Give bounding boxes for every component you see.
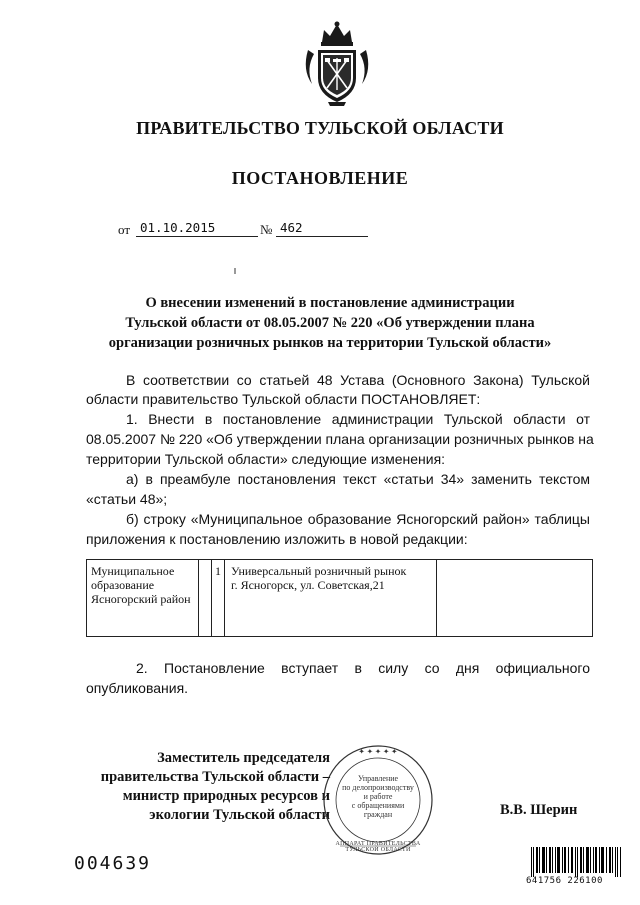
stamp-line-3: и работе [363, 792, 393, 801]
date-label: от [118, 222, 131, 237]
market-name: Универсальный розничный рынок [231, 564, 407, 578]
market-address: г. Ясногорск, ул. Советская,21 [231, 578, 385, 592]
body-line-11: опубликования. [86, 680, 189, 696]
date-number-row [118, 218, 378, 238]
table-cell-number: 1 [215, 564, 221, 578]
table-divider [211, 560, 212, 636]
position-line-3: министр природных ресурсов и [122, 788, 330, 804]
stamp-line-5: граждан [363, 810, 393, 819]
table-cell-municipality: Муниципальное образование Ясногорский район [87, 560, 199, 636]
barcode-number: 641756 226100 [526, 876, 603, 886]
body-line-6: а) в преамбуле постановления текст «статьи 34» заменить текстом [126, 471, 590, 487]
document-type: ПОСТАНОВЛЕНИЕ [231, 168, 409, 188]
body-line-5: территории Тульской области» следующие изменения: [86, 451, 446, 467]
stamp-line-1: Управление [357, 774, 399, 783]
body-line-8: б) строку «Муниципальное образование Ясногорский район» таблицы [126, 511, 590, 527]
body-line-2: области правительство Тульской области ПОСТАНОВЛЯЕТ: [86, 391, 481, 407]
scan-dot [234, 268, 236, 274]
subject-line-2: Тульской области от 08.05.2007 № 220 «Об утверждении плана [125, 315, 535, 331]
serial-number: 004639 [74, 853, 152, 874]
subject-line-1: О внесении изменений в постановление администрации [145, 295, 515, 311]
tula-coat-of-arms-emblem [300, 20, 374, 106]
signatory-name: В.В. Шерин [500, 802, 578, 818]
position-line-2: правительства Тульской области – [100, 769, 330, 785]
body-line-4: 08.05.2007 № 220 «Об утверждении плана организации розничных рынков на [86, 431, 594, 447]
position-line-1: Заместитель председателя [157, 750, 330, 766]
official-stamp [312, 744, 444, 856]
subject-line-3: организации розничных рынков на территории Тульской области» [108, 335, 552, 351]
date-value: 01.10.2015 [136, 220, 258, 237]
number-label: № [260, 222, 273, 237]
stamp-ring-text: АППАРАТ ПРАВИТЕЛЬСТВА ТУЛЬСКОЙ ОБЛАСТИ [335, 841, 421, 853]
decree-subject [60, 293, 600, 353]
table-cell-empty [437, 560, 592, 636]
stamp-line-2: по делопроизводству [342, 783, 414, 792]
number-value: 462 [276, 220, 368, 237]
table-cell-market [227, 560, 437, 636]
body-line-3: 1. Внести в постановление администрации Тульской области от [126, 411, 590, 427]
svg-text:✦ ✦ ✦ ✦ ✦: ✦ ✦ ✦ ✦ ✦ [358, 747, 398, 756]
stamp-line-4: с обращениями [351, 801, 405, 810]
body-line-7: «статьи 48»; [86, 491, 168, 507]
signatory-position [90, 749, 330, 825]
market-table [86, 559, 593, 637]
body-line-10: 2. Постановление вступает в силу со дня официального [136, 660, 590, 676]
barcode-graphic [531, 847, 621, 877]
body-line-1: В соответствии со статьей 48 Устава (Основного Закона) Тульской [126, 372, 590, 388]
table-divider-2 [224, 560, 225, 636]
body-line-9: приложения к постановлению изложить в новой редакции: [86, 531, 468, 547]
government-title: ПРАВИТЕЛЬСТВО ТУЛЬСКОЙ ОБЛАСТИ [136, 118, 504, 138]
position-line-4: экологии Тульской области [149, 807, 330, 823]
